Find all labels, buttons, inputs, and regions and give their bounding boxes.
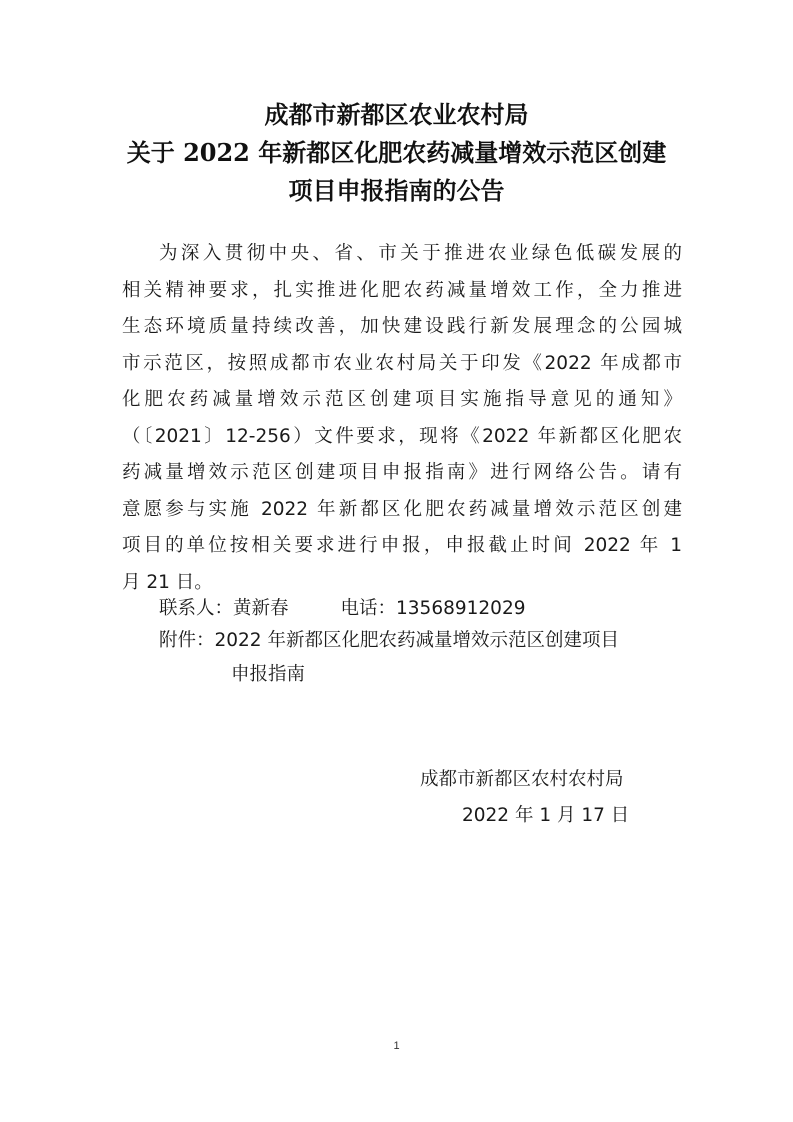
body-line: 月 21 日。 — [122, 571, 213, 593]
title-line-3: 项目申报指南的公告 — [288, 176, 505, 205]
signature-date: 2022 年 1 月 17 日 — [462, 805, 630, 826]
attachment-line-1: 附件：2022 年新都区化肥农药减量增效示范区创建项目 — [159, 630, 619, 651]
body-line: 项目的单位按相关要求进行申报，申报截止时间 2022 年 1 — [122, 535, 682, 556]
title-line-1: 成都市新都区农业农村局 — [264, 100, 529, 129]
body-line: 药减量增效示范区创建项目申报指南》进行网络公告。请有 — [122, 462, 682, 483]
body-line: 相关精神要求，扎实推进化肥农药减量增效工作，全力推进 — [122, 279, 682, 301]
body-line: 化肥农药减量增效示范区创建项目实施指导意见的通知》 — [122, 389, 682, 410]
body-line: 市示范区，按照成都市农业农村局关于印发《2022 年成都市 — [122, 352, 682, 374]
contact-person: 联系人：黄新春 — [159, 598, 289, 619]
body-line: 生态环境质量持续改善，加快建设践行新发展理念的公园城 — [122, 316, 682, 337]
attachment-line-2: 申报指南 — [231, 664, 306, 685]
contact-info — [159, 591, 526, 627]
signature-block — [420, 762, 629, 834]
attachment-note — [159, 624, 699, 692]
body-line: 意愿参与实施 2022 年新都区化肥农药减量增效示范区创建 — [122, 498, 682, 520]
announcement-body — [122, 236, 682, 601]
title-line-2: 关于 2022 年新都区化肥农药减量增效示范区创建 — [126, 138, 667, 167]
contact-phone: 电话：13568912029 — [340, 598, 526, 619]
document-title — [0, 96, 793, 210]
body-line: （〔2021〕12-256）文件要求，现将《2022 年新都区化肥农 — [122, 425, 682, 447]
signature-org: 成都市新都区农村农村局 — [420, 769, 624, 790]
body-line: 为深入贯彻中央、省、市关于推进农业绿色低碳发展的 — [159, 243, 682, 264]
page-number: 1 — [393, 1040, 400, 1052]
